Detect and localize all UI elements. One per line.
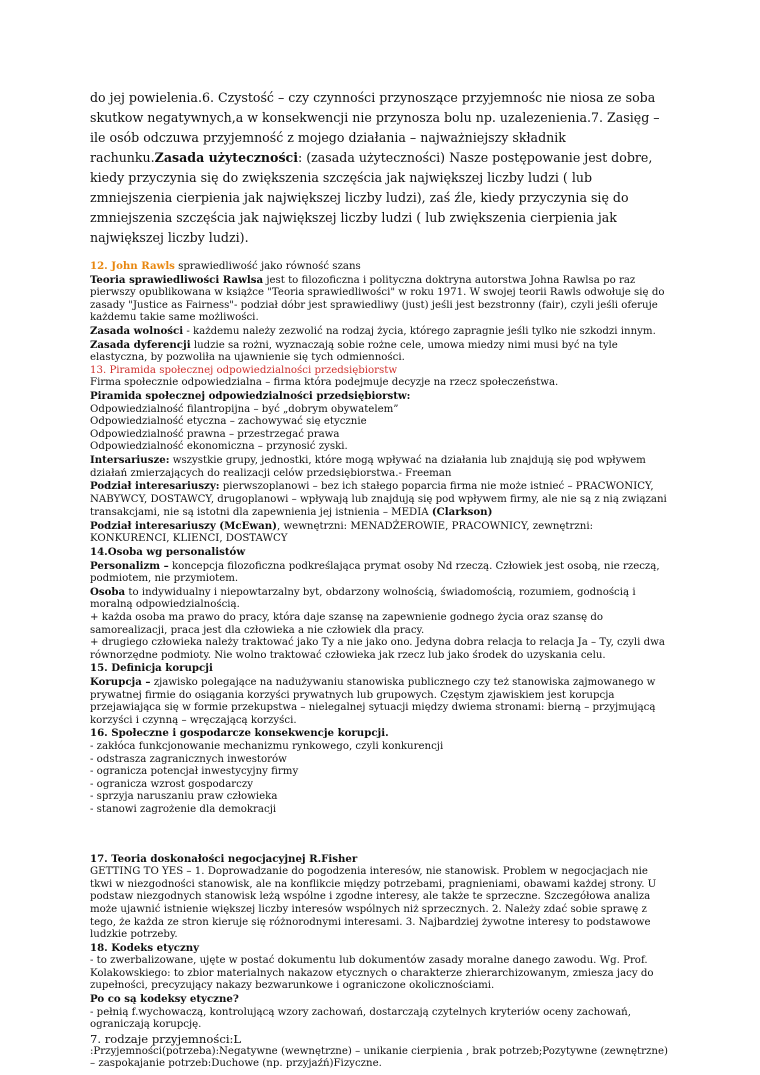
list-item: - ogranicza wzrost gospodarczy: [90, 778, 253, 790]
term: Podział interesariuszy (McEwan): [90, 519, 277, 532]
podzial-2-paragraph: [90, 520, 670, 546]
intro-text: do jej powielenia.6. Czystość – czy czynności przynoszące przyjemnośc nie niosa ze soba skutkow negatywnych,a w konsekwencji nie przynosza bolu np. uzalezenienia.7. Zasięg – ile osób odczuwa przyjemność z mojego działania – najważniejszy składnik rachunku.: [90, 90, 660, 165]
list-item: - ogranicza potencjał inwestycyjny firmy: [90, 766, 299, 778]
intersariusze-paragraph: [90, 454, 670, 480]
heading-text: 17. Teoria doskonałości negocjacyjnej R.Fisher: [90, 852, 358, 865]
konsekwencje-heading: [90, 727, 670, 741]
kodeks-paragraph: - to zwerbalizowane, ujęte w postać dokumentu lub dokumentów zasady moralne danego zawodu. Wg. Prof. Kolakowskiego: to zbior materialnych nakazow etycznych o charakterze zhierarchizowanym, zmiesza jacy do zupełności, precyzujący nakazy bezwarunkowe i ograniczone okolicznościami.: [90, 955, 654, 992]
rawls-paragraph-1: [90, 274, 670, 325]
heading-text: Po co są kodeksy etyczne?: [90, 993, 239, 1006]
term: Piramida społecznej odpowiedzialności przedsiębiorstw:: [90, 389, 411, 402]
osoba-heading: [90, 546, 670, 560]
pyramid-heading: 13. Piramida społecznej odpowiedzialności przedsiębiorstw: [90, 364, 398, 376]
fisher-heading: [90, 853, 670, 867]
list-item: Odpowiedzialność etyczna – zachowywać się etycznie: [90, 416, 367, 428]
rawls-heading: [90, 260, 670, 274]
fisher-paragraph: GETTING TO YES – 1. Doprowadzanie do pogodzenia interesów, nie stanowisk. Problem w negocjacjach nie tkwi w niezgodności stanowisk, ale na konflikcie między potrzebami, pragnieniami, obawami każdej strony. U podstaw niezgodnych stanowisk leżą wspólne i zgodne interesy, ale także te sprzeczne. Szczegółowa analiza może ujawnić istnienie większej liczby interesów wspólnych niż sprzecznych. 2. Należy zdać sobie sprawę z tego, że każda ze stron kieruje się różnorodnymi interesami. 3. Najbardziej żywotne interesy to podstawowe ludzkie potrzeby.: [90, 866, 657, 941]
kodeks-why-heading: [90, 993, 670, 1007]
osoba-paragraph-4: + drugiego człowieka należy traktować jako Ty a nie jako ono. Jedyna dobra relacja to relacja Ja – Ty, czyli dwa równorzędne podmioty. Nie wolno traktować człowieka jak rzecz lub jako środek do uzyskania celu.: [90, 637, 665, 661]
list-item: Odpowiedzialność ekonomiczna – przynosić zyski.: [90, 441, 348, 453]
pyramid-line-2: [90, 390, 670, 404]
kodeks-heading: [90, 942, 670, 956]
term: Podział interesariuszy:: [90, 480, 220, 493]
spacer: [90, 817, 670, 853]
heading-text: 14.Osoba wg personalistów: [90, 546, 246, 559]
term: Osoba: [90, 585, 126, 598]
text: pierwszoplanowi – bez ich stałego poparcia firma nie może istnieć – PRACWONICY, NABYWCY, DOSTAWCY, drugoplanowi – wpływają lub znajdują się pod wpływem firmy, ale nie są z nią związani transakcjami, nie są istotni dla zapewnienia jej istnienia – MEDIA: [90, 481, 667, 519]
term: Teoria sprawiedliwości Rawlsa: [90, 273, 264, 286]
heading-text: 18. Kodeks etyczny: [90, 941, 200, 954]
term: Intersariusze:: [90, 453, 170, 466]
list-item: - odstrasza zagranicznych inwestorów: [90, 753, 287, 765]
document-page: [90, 88, 670, 1071]
podzial-1-paragraph: [90, 480, 670, 520]
osoba-paragraph-1: [90, 560, 670, 586]
term: Zasada dyferencji: [90, 338, 191, 351]
text: ludzie sa rożni, wyznaczają sobie rożne cele, umowa miedzy nimi musi być na tyle elastyczna, by pozwoliła na ujawnienie się tych odmienności.: [90, 339, 618, 364]
text: to indywidualny i niepowtarzalny byt, obdarzony wolnością, świadomością, rozumiem, godnością i moralną odpowiedzialnością.: [90, 586, 636, 611]
text: wszystkie grupy, jednostki, które mogą wpływać na działania lub znajdują się pod wpływem działań zmierzających do realizacji celów przedsiębiorstwa.- Freeman: [90, 454, 646, 479]
rawls-heading-rest: sprawiedliwość jako równość szans: [174, 261, 361, 272]
intro-paragraph: [90, 88, 670, 248]
list-item: - zakłóca funkcjonowanie mechanizmu rynkowego, czyli konkurencji: [90, 740, 444, 752]
korupcja-paragraph: [90, 676, 670, 727]
intro-text-2: : (zasada użyteczności) Nasze postępowanie jest dobre, kiedy przyczynia się do zwiększenia szczęścia jak największej liczby ludzi ( lub zmniejszenia cierpienia jak największej liczby ludzi), zaś źle, kiedy przyczynia się do zmniejszenia szczęścia jak największej liczby ludzi ( lub zwiększenia cierpienia jak największej liczby ludzi).: [90, 150, 653, 245]
list-item: Odpowiedzialność prawna – przestrzegać prawa: [90, 428, 340, 440]
przyjemnosci-paragraph: :Przyjemności(potrzeba):Negatywne (wewnętrzne) – unikanie cierpienia , brak potrzeb;Pozytywne (zewnętrzne) – zaspokajanie potrzeb:Duchowe (np. przyjaźń)Fizyczne.: [90, 1045, 668, 1070]
text: - każdemu należy zezwolić na rodzaj życia, którego zapragnie jeśli tylko nie szkodzi innym.: [183, 325, 656, 337]
osoba-paragraph-2: [90, 586, 670, 612]
list-item: - sprzyja naruszaniu praw człowieka: [90, 791, 278, 803]
term: Korupcja –: [90, 676, 151, 688]
rawls-paragraph-2: [90, 325, 670, 339]
text: , wewnętrzni: MENADŻEROWIE, PRACOWNICY, zewnętrzni: KONKURENCI, KLIENCI, DOSTAWCY: [90, 520, 594, 545]
text: zjawisko polegające na nadużywaniu stanowiska publicznego czy też stanowiska zajmowanego w prywatnej firmie do osiągania korzyści prywatnych lub grupowych. Częstym zjawiskiem jest korupcja przejawiająca się w formie przekupstwa – nielegalnej sytuacji między dwiema stronami: bierną – przyjmującą korzyści i czynną – wręczającą korzyści.: [90, 677, 656, 726]
heading-text: 16. Społeczne i gospodarcze konsekwencje korupcji.: [90, 727, 389, 740]
rawls-paragraph-3: [90, 339, 670, 365]
list-item: Odpowiedzialność filantropijna – być „dobrym obywatelem”: [90, 403, 399, 415]
korupcja-heading: [90, 662, 670, 676]
pyramid-line-1: Firma społecznie odpowiedzialna – firma która podejmuje decyzje na rzecz społeczeństwa.: [90, 377, 559, 389]
term: Personalizm –: [90, 559, 169, 572]
osoba-paragraph-3: + każda osoba ma prawo do pracy, która daje szansę na zapewnienie godnego życia oraz szansę do samorealizacji, praca jest dla człowieka a nie człowiek dla pracy.: [90, 612, 603, 636]
term: Zasada wolności: [90, 324, 184, 337]
kodeks-why-paragraph: - pełnią f.wychowaczą, kontrolującą wzory zachowań, dostarczają czytelnych kryteriów oceny zachowań, ograniczają korupcję.: [90, 1006, 631, 1031]
text: koncepcja filozoficzna podkreślająca prymat osoby Nd rzeczą. Człowiek jest osobą, nie rzeczą, podmiotem, nie przymiotem.: [90, 560, 660, 585]
utility-principle-term: Zasada użyteczności: [154, 150, 298, 165]
rawls-heading-title: 12. John Rawls: [90, 260, 175, 272]
heading-text: 15. Definicja korupcji: [90, 662, 213, 675]
term: (Clarkson): [431, 506, 493, 519]
przyjemnosci-heading: 7. rodzaje przyjemności:L: [90, 1031, 242, 1046]
list-item: - stanowi zagrożenie dla demokracji: [90, 803, 277, 815]
text: jest to filozoficzna i polityczna doktryna autorstwa Johna Rawlsa po raz pierwszy opublikowana w książce "Teoria sprawiedliwości" w roku 1971. W swojej teorii Rawls odwołuje się do zasady "Justice as Fairness"- podział dóbr jest sprawiedliwy (just) jeśli jest bezstronny (fair), czyli jeśli oferuje każdemu takie same możliwości.: [90, 274, 665, 324]
